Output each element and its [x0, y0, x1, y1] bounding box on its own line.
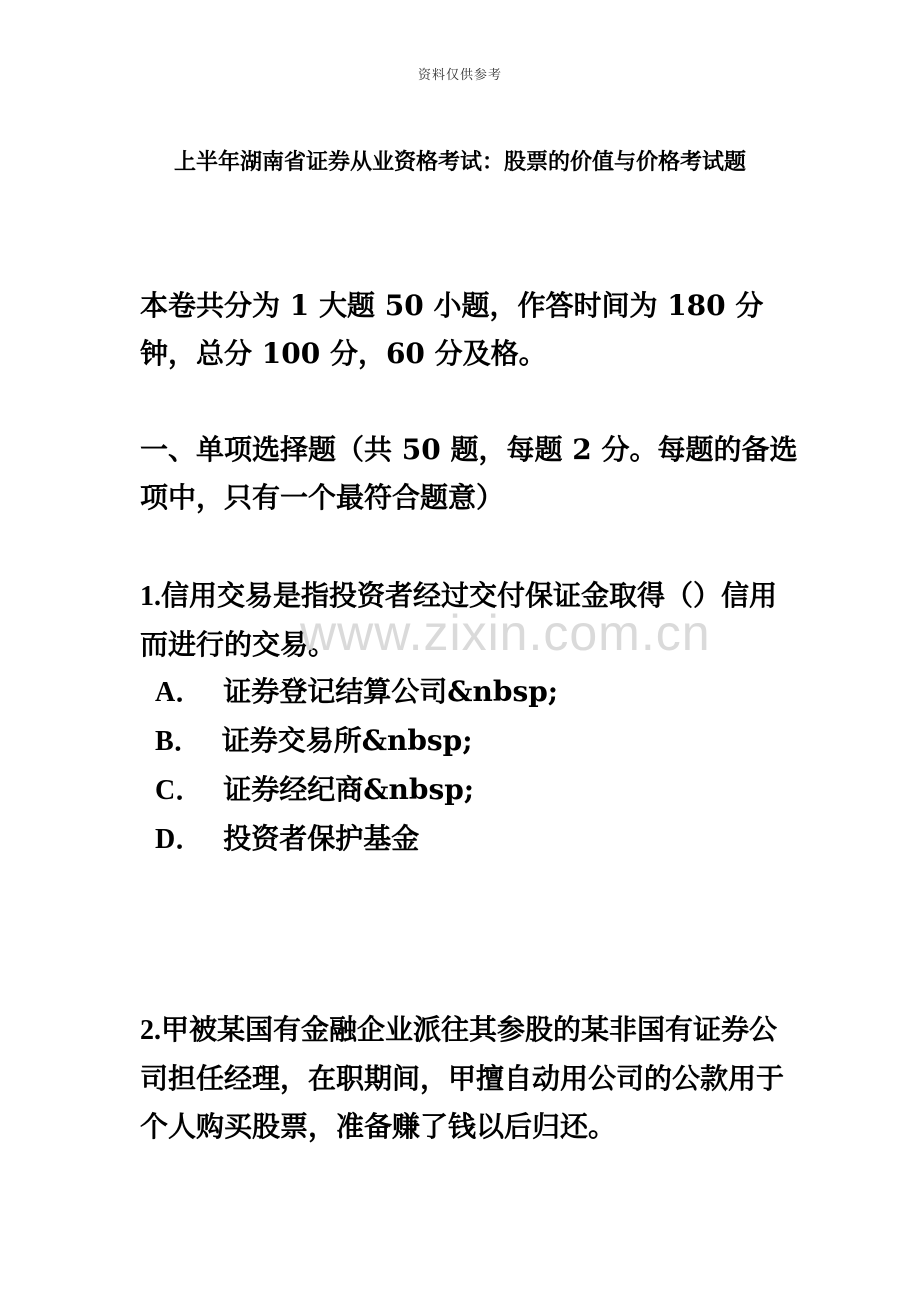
document-title: 上半年湖南省证券从业资格考试：股票的价值与价格考试题: [173, 149, 746, 175]
option-b: [155, 717, 795, 766]
option-b-text: 证券交易所&nbsp;: [221, 724, 473, 757]
option-b-letter: B．: [155, 726, 202, 757]
question-2-number: 2.: [140, 1015, 161, 1046]
question-2-stem: [140, 1006, 800, 1151]
exam-intro: 本卷共分为 1 大题 50 小题，作答时间为 180 分钟，总分 100 分，60 分及格。: [140, 289, 764, 370]
question-1-text: 信用交易是指投资者经过交付保证金取得（）信用而进行的交易。: [140, 579, 778, 661]
option-d-letter: D．: [155, 824, 204, 855]
option-c-text: 证券经纪商&nbsp;: [223, 773, 475, 806]
option-a-text: 证券登记结算公司&nbsp;: [223, 675, 559, 708]
question-2-text: 甲被某国有金融企业派往其参股的某非国有证券公司担任经理，在职期间，甲擅自动用公司的公款用于个人购买股票，准备赚了钱以后归还。: [140, 1013, 785, 1143]
option-a-letter: A．: [155, 677, 204, 708]
watermark: www.zixin.com.cn: [300, 605, 711, 661]
question-1-options: [155, 668, 795, 864]
question-1-number: 1.: [140, 581, 161, 612]
option-c: [155, 766, 795, 815]
option-d: [155, 815, 795, 864]
section-heading: 一、单项选择题（共 50 题，每题 2 分。每题的备选项中，只有一个最符合题意）: [140, 433, 798, 514]
option-a: [155, 668, 795, 717]
option-d-text: 投资者保护基金: [223, 822, 420, 855]
header-note: 资料仅供参考: [417, 68, 502, 83]
option-c-letter: C．: [155, 775, 204, 806]
question-1-stem: [140, 572, 800, 669]
